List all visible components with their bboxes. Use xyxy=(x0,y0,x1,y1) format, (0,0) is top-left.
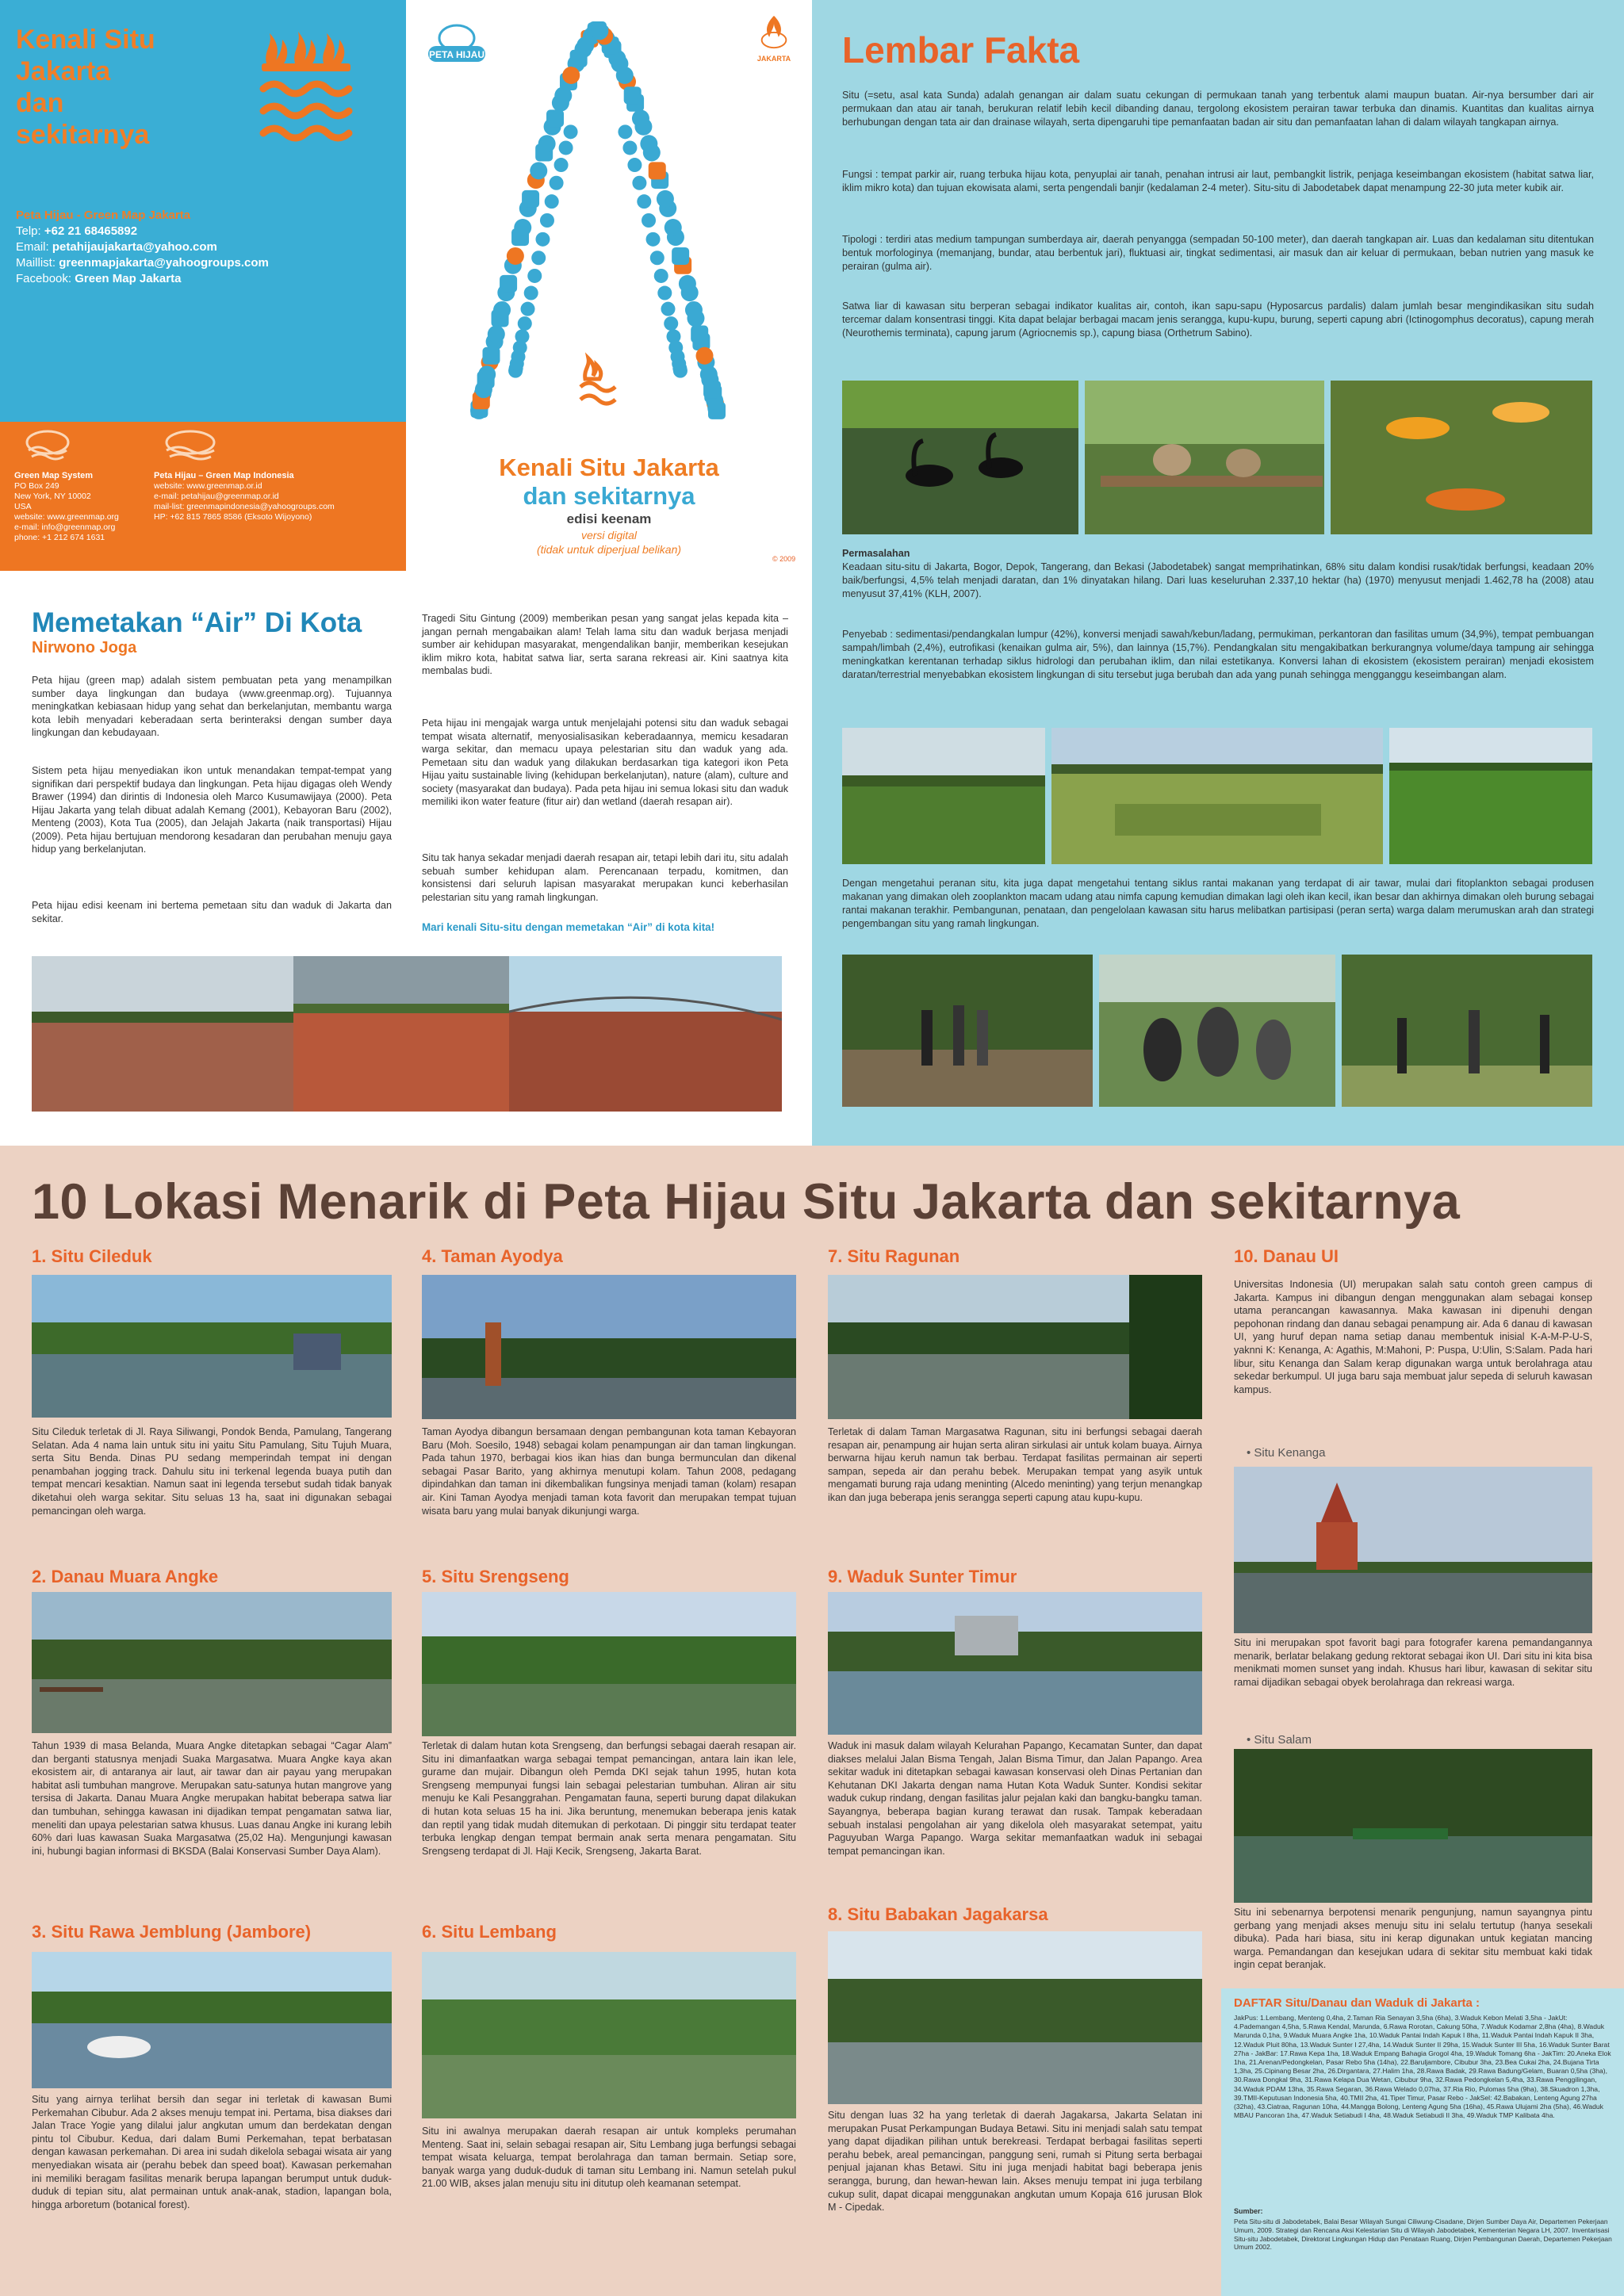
org-name: Peta Hijau - Green Map Jakarta xyxy=(16,209,191,222)
location-description: Taman Ayodya dibangun bersamaan dengan pembangunan kota taman Kebayoran Baru (Moh. Soesilo, 1948) sebagai kolam penampungan air dan taman lingkungan. Pada tahun 1970, berbagai kios ikan hias dan bunga bermunculan dan dikenal sebagai Pasar Barito, yang akhirnya menutupi kolam. Tahun 2008, pedagang dipindahkan dan taman ini dikembalikan fungsinya menjadi taman (kolam) resapan air. Kini Taman Ayodya menjadi taman kota favorit dan merupakan tempat tujuan wisata baru yang mulai banyak dikunjungi warga. xyxy=(422,1426,796,1517)
map-icon xyxy=(627,158,642,172)
location-heading: 3. Situ Rawa Jemblung (Jambore) xyxy=(32,1922,312,1942)
location-heading: 4. Taman Ayodya xyxy=(422,1246,563,1266)
map-icon xyxy=(507,247,524,265)
map-icon xyxy=(700,365,718,383)
article-title: Memetakan “Air” Di Kota xyxy=(32,607,362,638)
contact-info: Peta Hijau - Green Map Jakarta Telp: +62 21 68465892 Email: petahijaujakarta@yahoo.com Maillist: greenmapjakarta@yahoogroups.com Facebook: Green Map Jakarta xyxy=(16,208,396,287)
facebook-page[interactable]: Green Map Jakarta xyxy=(75,272,182,285)
location-heading: 9. Waduk Sunter Timur xyxy=(828,1567,1017,1586)
location-description: Situ ini awalnya merupakan daerah resapan air untuk kompleks perumahan Menteng. Saat ini, selain sebagai resapan air, Situ Lembang juga berfungsi sebagai tempat wisata keluarga, tempat berolahraga dan taman bermain. Setiap sore, banyak warga yang duduk-duduk di taman situ Lembang ini. Namun setelah pukul 21.00 WIB, akses jalan menuju situ ini ditutup oleh keamanan setempat. xyxy=(422,2126,796,2190)
location-description: Waduk ini masuk dalam wilayah Kelurahan Papango, Kecamatan Sunter, dan dapat diakses melalui Jalan Bisma Tengah, Jalan Bisma Timur, dan Jalan Papango. Area sekitar waduk ini ditetapkan sebagai kawasan konservasi oleh Dinas Pertanian dan Kehutanan DKI Jakarta dengan nama Hutan Kota Waduk Sunter. Kondisi sekitar waduk cukup rindang, dengan fasilitas jalur pejalan kaki dan bangku-bangku taman. Sayangnya, beberapa bagian kurang terawat dan rusak. Tampak keberadaan sebuah instalasi pengolahan air yang dikelola oleh masyarakat setempat, yaitu Paguyuban Warga Papango. Warga sekitar memanfaatkan waduk ini sebagai tempat pemancingan ikan. xyxy=(828,1740,1202,1857)
map-icon xyxy=(640,135,657,152)
article-paragraph: Situ tak hanya sekadar menjadi daerah resapan air, tetapi lebih dari itu, situ adalah sebuah sumber kehidupan alam. Perencanaan terpadu, komitmen, dan konsistensi dari seluruh lapisan masyarakat merupakan kunci keberhasilan pelestarian situ yang ramah lingkungan. xyxy=(422,852,788,903)
map-icon xyxy=(513,340,527,354)
photo-dry-lakebed xyxy=(32,956,293,1112)
location-heading: 10. Danau UI xyxy=(1234,1246,1339,1266)
photo-waduk-sunter xyxy=(828,1592,1202,1735)
map-icon xyxy=(524,286,538,300)
map-icon xyxy=(668,340,683,354)
photo-monkeys xyxy=(1085,381,1324,534)
sub-location-heading: • Situ Kenanga xyxy=(1247,1446,1326,1460)
photo-gintung-breach xyxy=(509,956,782,1112)
location-heading: 6. Situ Lembang xyxy=(422,1922,557,1942)
photo-situ-ragunan xyxy=(828,1275,1202,1419)
situ-list-text: JakPus: 1.Lembang, Menteng 0,4ha, 2.Taman Ria Senayan 3,5ha (6ha), 3.Waduk Kebon Melati 3,5ha - JakUt: 4.Pademangan 4,5ha, 5.Rawa Kendal, Marunda, 6.Rawa Rorotan, Cakung 50ha, 7.Waduk Kodamar 2,8ha (4ha), 8.Waduk Marunda 0,1ha, 9.Waduk Muara Angke 1ha, 10.Waduk Pantai Indah Kapuk I 8ha, 11.Waduk Pantai Indah Kapuk II 3ha, 12.Waduk Pluit 80ha, 13.Waduk Sunter I 27,4ha, 14.Waduk Sunter II 29ha, 15.Waduk Sunter III 5ha, 16.Waduk Sunter Barat 27ha - JakBar: 17.Rawa Kepa 1ha, 18.Waduk Empang Bahagia Grogol 4ha, 19.Waduk Tomang 6ha - JakTim: 20.Aneka Elok 1ha, 21.Arenan/Pedongkelan, Pasar Rebo 5ha (14ha), 22.Baruljambore, Cibubur 3ha, 23.Bea Cukai 2ha, 24.Bujana Tirta 1,3ha, 25.Cipinang Besar 2ha, 26.Dirgantara, 27.Halim 1ha, 28.Rawa Badak, 29.Rawa Badung/Gelam, Buaran 0,5ha (3ha), 30.Rawa Dongkal 9ha, 31.Rawa Kelapa Dua Wetan, Cibubur 9ha, 32.Rawa Pedongkelan 5,4ha, 33.Rawa Penggilingan, 34.Waduk PDAM 13ha, 35.Rawa Segaran, 36.Rawa Welado 0,07ha, 37.Ria Rio, Pulomas 5ha (9ha), 38.Skuadron 1,3ha, 39.TMII-Keputusan Indonesia 5ha, 40.TMII 2ha, 41.Tiper Timur, Pasar Rebo - JakSel: 42.Babakan, Lenteng Agung 27ha (32ha), 43.Ciatraa, Ragunan 10ha, 44.Mangga Bolong, Lenteng Agung 5ha (16ha), 45.Rawa Ulujami 2ha (5ha), 46.Waduk MBAU Pancoran 1ha, 47.Waduk Setiabudi I 4ha, 48.Waduk Setiabudi II 3ha, 49.Waduk TMP Kalibata 4ha. xyxy=(1234,2014,1611,2120)
map-icon xyxy=(657,286,672,300)
map-icon xyxy=(562,67,580,84)
photo-situ-kenanga xyxy=(1234,1467,1592,1633)
location-description: Situ Cileduk terletak di Jl. Raya Siliwangi, Pondok Benda, Pamulang, Tangerang Selatan. Ada 4 nama lain untuk situ ini yaitu Situ Pamulang, Situ Tujuh Muara, serta Situ Benda. Dinas PU sedang memperindah tempat ini dengan penambahan jogging track. Dahulu situ ini terkenal legenda buaya putih dan tempat mencari kesaktian. Namun saat ini legenda tersebut sudah tidak banyak diketahui oleh warga sekitar. Situ seluas 13 ha, saat ini digunakan sebagai pemancingan oleh warga. xyxy=(32,1426,392,1517)
map-icon xyxy=(530,162,547,179)
cover-main-title: Kenali Situ Jakarta dan sekitarnya edisi keenam versi digital (tidak untuk diperjual belikan) xyxy=(499,453,719,556)
map-icon xyxy=(632,109,649,127)
map-icon xyxy=(591,22,608,40)
photo-dry-lake-field xyxy=(1051,728,1383,864)
map-icon xyxy=(696,347,714,365)
location-description: Situ dengan luas 32 ha yang terletak di daerah Jagakarsa, Jakarta Selatan ini merupakan Pusat Perkampungan Budaya Betawi. Situ ini menjadi salah satu tempat yang dapat dijadikan pilihan untuk berekreasi. Terdapat berbagai fasilitas seperti perahu bebek, areal pemancingan, panggung seni, rumah si Pitung serta berbagai penjual jajanan khas Betawi. Situ ini juga menjadi habitat bagi beberapa jenis serangga, burung, dan hewan-hewan lain. Akses menuju tempat ini juga terbilang cukup sulit, dapat dicapai menggunakan angkutan umum Kopaja 616 jurusan Blok M - Cipedak. xyxy=(828,2110,1202,2214)
map-icon xyxy=(642,213,656,228)
map-icon xyxy=(522,190,539,208)
fact-sheet-title: Lembar Fakta xyxy=(842,29,1080,71)
map-icon xyxy=(618,124,632,139)
map-icon xyxy=(550,176,564,190)
fire-water-small-icon xyxy=(580,358,615,404)
map-icon xyxy=(478,365,496,383)
map-icon xyxy=(521,302,535,316)
fact-paragraph: Situ (=setu, asal kata Sunda) adalah genangan air dalam suatu cekungan di permukaan tanah yang terbentuk alami maupun buatan. Air-nya bersumber dari air permukaan dan atau air tanah, berukuran relatif lebih kecil dibanding danau, tergolong ekosistem perairan tawar terbuka dan dinamis. Kuantitas dan kualitas airnya berhubungan dengan tata air dan drainase wilayah, serta dipengaruhi tipe pemanfaatan badan air situ dan pemanfaatan lahan di dalam wilayah tangkapan airnya. xyxy=(842,90,1594,128)
fact-paragraph: Penyebab : sedimentasi/pendangkalan lumpur (42%), konversi menjadi sawah/kebun/ladang, permukiman, perkantoran dan fasilitas umum (34,9%), tempat pembuangan sampah/limbah (2,4%), eutrofikasi (kenaikan gulma air, 5%), dan lainnya (15,7%). Pendangkalan situ mengakibatkan berkurangnya volume/daya tampung air sehingga meningkatkan kerentanan terhadap siklus hidrologi dan perubahan iklim, dan nilai estetikanya. Konversi lahan di ekosistem (ekosistem perairan) menjadi ekosistem daratan/terrestrial menyebabkan ekosistem lingkungan di situ tersebut juga berubah dan ada yang punah sehingga mengganggu keseimbangan alam. xyxy=(842,629,1594,680)
map-icon xyxy=(510,357,524,371)
map-icon xyxy=(527,269,542,283)
article-paragraph: Tragedi Situ Gintung (2009) memberikan pesan yang sangat jelas kepada kita – jangan pernah mengabaikan alam! Telah lama situ dan waduk berjasa menjadi sumber air kehidupan masyarakat, mengendalikan banjir, memberikan kesejukan iklim mikro kota, habitat satwa liar, serta sarana rekreasi air. Kini saatnya kita membalas budi. xyxy=(422,613,788,676)
map-icon xyxy=(657,190,674,208)
peta-hijau-globe-icon xyxy=(159,428,222,461)
location-description: Terletak di dalam Taman Margasatwa Ragunan, situ ini berfungsi sebagai daerah resapan air, penampung air hujan serta aliran sirkulasi air untuk kolam buaya. Airnya berwarna hijau keruh namun tak berbau. Terdapat fasilitas permainan air seperti sampan, sepeda air dan perahu bebek. Merupakan tempat yang asyik untuk mengamati burung raja udang meninting (Alcedo meninting) yang terjun menangkap ikan dan juga beberapa jenis serangga seperti capung atau kupu-kupu. xyxy=(828,1426,1202,1503)
maillist-address[interactable]: greenmapjakarta@yahoogroups.com xyxy=(59,256,269,270)
map-icon xyxy=(624,86,642,104)
map-icon xyxy=(650,251,665,265)
photo-black-swans xyxy=(842,381,1078,534)
map-icon xyxy=(672,357,686,371)
sub-location-heading: • Situ Salam xyxy=(1247,1733,1312,1747)
map-icon xyxy=(672,247,689,265)
map-icon xyxy=(616,67,634,84)
location-heading: 1. Situ Cileduk xyxy=(32,1246,152,1266)
locations-title: 10 Lokasi Menarik di Peta Hijau Situ Jakarta dan sekitarnya xyxy=(32,1174,1461,1230)
fire-water-icon xyxy=(255,22,357,149)
fact-paragraph: Satwa liar di kawasan situ berperan sebagai indikator kualitas air, contoh, ikan sapu-sapu (Hyposarcus pardalis) dalam jumlah besar mengindikasikan situ sudah tercemar dalam konsentrasi tinggi. Kita dapat belajar berbagai macam jenis serangga, kupu-kupu, burung, seperti capung abri (Ictinogomphus decoratus), capung merah (Neurothemis terminata), capung jarum (Agriocnemis sp.), capung biasa (Orthetrum Sabino). xyxy=(842,300,1594,339)
location-description: Situ ini merupakan spot favorit bagi para fotografer karena pemandangannya menarik, berlatar belakang gedung rektorat sebagai ikon UI. Dari situ ini kita bisa menikmati momen sunset yang indah. Khusus hari libur, kawasan di sekitar situ ramai dijadikan sebagai obyek berolahraga dan rekreasi warga. xyxy=(1234,1637,1592,1688)
location-description: Terletak di dalam hutan kota Srengseng, dan berfungsi sebagai daerah resapan air. Situ ini dimanfaatkan warga sebagai tempat pemancingan, antara lain ikan lele, gurame dan mujair. Dibangun oleh Pemda DKI sejak tahun 1995, hutan kota Srengseng mempunyai fungsi lain sebagai pelestarian tumbuhan. Aliran air situ menuju ke Kali Pesanggrahan. Pengamatan fauna, seperti burung dapat dilakukan di hutan kota seluas 15 ha ini. Jika beruntung, menemukan beberapa jenis katak dan reptil yang tidak mudah ditemukan di perkotaan. Di pinggir situ terdapat teater terbuka lengkap dengan tempat bermain anak serta menara pengamatan. Situ Srengseng terdapat di Jl. Haji Kecik, Srengseng, Jakarta Barat. xyxy=(422,1740,796,1857)
photo-situ-srengseng xyxy=(422,1592,796,1736)
problems-heading: Permasalahan xyxy=(842,548,910,559)
map-icon xyxy=(531,251,546,265)
photo-group-outdoor xyxy=(1099,955,1335,1107)
map-icon xyxy=(518,316,532,331)
copyright: © 2009 xyxy=(772,555,796,563)
location-description: Universitas Indonesia (UI) merupakan salah satu contoh green campus di Jakarta. Kampus ini dibangun dengan menggunakan alam sebagai konsep utama perancangan kawasannya. Maka kawasan ini dipenuhi dengan pepohonan rindang dan danau sebagai penampung air. Ada 6 danau di kawasan UI, yang huruf depan nama setiap danau membentuk inisial K-A-M-P-U-S, yaknni K: Kenanga, A: Agathis, M:Mahoni, P: Puspa, U:Ulin, S:Salam. Pada hari libur, situ Kenanga dan Salam kerap digunakan warga untuk berolahraga atau sekedar berkumpul. UI juga baru saja membuat jalur sepeda di seluruh kawasan kampus. xyxy=(1234,1279,1592,1395)
cover-title: Kenali Situ Jakarta dan sekitarnya xyxy=(16,25,155,150)
map-icon xyxy=(679,275,696,293)
map-icon xyxy=(632,176,646,190)
map-icon xyxy=(546,109,564,127)
green-map-globe-icon xyxy=(24,428,71,461)
map-icon xyxy=(622,140,637,155)
map-icon xyxy=(482,347,500,365)
map-icon xyxy=(703,381,721,398)
article-paragraph: Sistem peta hijau menyediakan ikon untuk menandakan tempat-tempat yang signifikan dari perspektif budaya dan lingkungan. Peta hijau digagas oleh Wendy Brawer (1994) dan dirintis di Indonesia oleh Marco Kusumawijaya (2000). Peta Hijau Jakarta yang telah dibuat adalah Kemang (2001), Kebayoran Baru (2002), Menteng (2003), Kota Tua (2005), dan Jelajah Jakarta (naik transportasi) Hijau (2009). Peta hijau bertujuan mendorong kesadaran dan perubahan menuju gaya hidup yang berkelanjutan. xyxy=(32,765,392,855)
green-map-system-info: Green Map System PO Box 249 New York, NY 10002 USA website: www.greenmap.org e-mail: info@greenmap.org phone: +1 212 674 1631 xyxy=(14,471,119,542)
photo-situ-babakan xyxy=(828,1931,1202,2104)
photo-situ-lembang xyxy=(422,1952,796,2118)
map-icon xyxy=(691,325,708,342)
map-icon xyxy=(475,381,492,398)
map-icon xyxy=(500,275,517,293)
photo-weed-lake xyxy=(1389,728,1592,864)
fact-paragraph: Fungsi : tempat parkir air, ruang terbuka hijau kota, penyuplai air tanah, penahan intrusi air laut, pembangkit listrik, penjaga keseimbangan ekosistem (habitat satwa liar, iklim mikro kota) dan tujuan ekowisata alami, serta pengendali banjir (kedalaman 2-4 meter). Situ-situ di Jabodetabek dapat menampung 22-30 juta meter kubik air. xyxy=(842,169,1594,193)
photo-survey-team xyxy=(1342,955,1592,1107)
map-icon xyxy=(514,219,531,236)
map-icon xyxy=(564,124,578,139)
map-icon xyxy=(493,301,511,319)
photo-taman-ayodya xyxy=(422,1275,796,1419)
article-author: Nirwono Joga xyxy=(32,639,137,656)
map-icon xyxy=(554,158,569,172)
location-heading: 5. Situ Srengseng xyxy=(422,1567,569,1586)
location-description: Tahun 1939 di masa Belanda, Muara Angke ditetapkan sebagai “Cagar Alam” dan berganti statusnya menjadi Suaka Margasatwa. Muara Angke kaya akan ekosistem air, di antaranya air laut, air tawar dan air payau yang merupakan habitat asli tumbuhan mangrove. Merupakan satu-satunya hutan mangrove yang tersisa di Jakarta. Danau Muara Angke merupakan habitat beberapa satwa liar dan tumbuhan, sehingga kawasan ini dijadikan tempat pengamatan satwa liar, meneliti dan upaya pelestarian satwa khusus. Luas danau Angke ini kurang lebih 60% dari luas kawasan Suaka Margasatwa (25,02 Ha). Mengunjungi kawasan ini, hubungi bagian informasi di BKSDA (Balai Konservasi Sumber Daya Alam). xyxy=(32,1740,392,1857)
photo-situ-cileduk xyxy=(32,1275,392,1418)
map-icon xyxy=(646,232,661,247)
fact-paragraph: Dengan mengetahui peranan situ, kita juga dapat mengetahui tentang siklus rantai makanan yang terdapat di air tawar, mulai dari fitoplankton sebagai produsen makanan yang dimakan oleh zooplankton macam udang atau nimfa capung kemudian dimakan lagi oleh ikan kecil, ikan besar dan akhirnya dimakan oleh burung sebagai rantai makanan terakhir. Pembangunan, penataan, dan pengelolaan kawasan situ harus melibatkan partisipasi (peran serta) warga dalam merumuskan arah dan strategi pengembangan situ yang ramah lingkungan. xyxy=(842,878,1594,929)
photo-boardwalk-visitors xyxy=(842,955,1093,1107)
location-heading: 8. Situ Babakan Jagakarsa xyxy=(828,1904,1048,1924)
peta-hijau-indonesia-info: Peta Hijau – Green Map Indonesia website: www.greenmap.or.id e-mail: petahijau@greenmap.or.id mail-list: greenmapindonesia@yahoogroups.com HP: +62 815 7865 8586 (Eksoto Wijoyono) xyxy=(154,471,335,522)
water-drop-icon-collage xyxy=(462,14,734,442)
map-icon xyxy=(488,325,505,342)
map-icon xyxy=(554,86,572,104)
sources-heading: Sumber: xyxy=(1234,2207,1263,2215)
photo-grassy-lake xyxy=(842,728,1045,864)
fact-paragraph: Tipologi : terdiri atas medium tampungan sumberdaya air, daerah penyangga (sempadan 50-100 meter), dan daerah tangkapan air. Luas dan kedalaman situ ditentukan bentuk morfologinya (memanjang, bundar, atau berbentuk jari), fluktuasi air, tingkat sedimentasi, air masuk dan air keluar di permukaan, beban nutrien yang masuk ke perairan (gulma air). xyxy=(842,234,1594,272)
photo-rawa-jemblung xyxy=(32,1952,392,2088)
map-icon xyxy=(535,232,550,247)
photo-muara-angke xyxy=(32,1592,392,1733)
list-title: DAFTAR Situ/Danau dan Waduk di Jakarta : xyxy=(1234,1996,1480,2010)
map-icon xyxy=(637,194,651,209)
article-closing-line: Mari kenali Situ-situ dengan memetakan “Air” di kota kita! xyxy=(422,921,715,933)
location-description: Situ yang airnya terlihat bersih dan segar ini terletak di kawasan Bumi Perkemahan Cibubur. Ada 2 akses menuju tempat ini. Pertama, bisa diakses dari Jalan Trace Yogie yang dilalui jalur angkutan umum dan berdekatan dengan pintu tol Cibubur. Kedua, dari dalam Bumi Perkemahan, tepat berbatasan dengan kawasan perkemahan. Di area ini sudah dikelola sebagai wisata air yang menyediakan wisata air (perahu bebek dan speed boat). Kawasan perkemahan ini memiliki beragam fasilitas menarik berupa lapangan berumput untuk duduk-duduk di tepian situ, alat permainan untuk anak-anak, stadion, lapangan bola, hingga arboretum (botanical forest). xyxy=(32,2094,392,2210)
map-icon xyxy=(664,316,678,331)
map-icon xyxy=(661,302,675,316)
map-icon xyxy=(540,213,554,228)
map-icon xyxy=(685,301,703,319)
location-heading: 2. Danau Muara Angke xyxy=(32,1567,219,1586)
photo-red-soil xyxy=(293,956,509,1112)
email-address[interactable]: petahijaujakarta@yahoo.com xyxy=(52,240,217,254)
green-map-badge-icon: PETA HIJAU xyxy=(428,22,485,67)
photo-koi-fish xyxy=(1331,381,1592,534)
map-icon xyxy=(559,140,573,155)
article-paragraph: Peta hijau edisi keenam ini bertema pemetaan situ dan waduk di Jakarta dan sekitar. xyxy=(32,900,392,924)
map-icon xyxy=(538,135,556,152)
location-description: Situ ini sebenarnya berpotensi menarik pengunjung, namun sayangnya pintu gerbang yang menjadi akses menuju situ ini selalu tertutup (hanya sesekali dibuka). Pada hari biasa, situ ini kerap digunakan untuk kegiatan mancing warga. Pemandangan dan kesejukan udara di sekitar situ membuat kaki tidak ingin cepat beranjak. xyxy=(1234,1907,1592,1971)
location-heading: 7. Situ Ragunan xyxy=(828,1246,960,1266)
fact-paragraph: Keadaan situ-situ di Jakarta, Bogor, Depok, Tangerang, dan Bekasi (Jabodetabek) sangat memprihatinkan, 68% situ dalam kondisi rusak/tidak berfungsi, keadaan 20% baik/berfungsi, 4,5% telah menjadi daratan, dan 1% dinyatakan hilang. Dari luas keseluruhan 2.337,10 hektar (ha) (1970) menyusut menjadi 1.462,78 ha (2008) atau menyusut 37,41% (KLH, 2007). xyxy=(842,561,1594,599)
article-paragraph: Peta hijau (green map) adalah sistem pembuatan peta yang menampilkan sumber daya lingkungan dan budaya (www.greenmap.org). Tujuannya meningkatkan kebiasaan hidup yang sehat dan berkelanjutan, membantu warga kota lebih menyadari keberadaan serta berinteraksi dengan sumber daya lingkungan dan kebudayaan. xyxy=(32,675,392,738)
map-icon xyxy=(649,162,666,179)
map-icon xyxy=(654,269,668,283)
map-icon xyxy=(665,219,682,236)
jakarta-logo-icon: JAKARTA xyxy=(750,13,798,63)
sources-text: Peta Situ-situ di Jabodetabek, Balai Besar Wilayah Sungai Ciliwung-Cisadane, Dirjen Sumber Daya Air, Departemen Pekerjaan Umum, 2009. Strategi dan Rencana Aksi Kelestarian Situ di Wilayah Jabodetabek, Kementerian Negara LH, 2007. Inventarisasi Situ-situ Jabodetabek, Direktorat Lingkungan Hidup dan Penataan Ruang, Dirjen Pembangunan Daerah, Departemen Pekerjaan Umum 2002. xyxy=(1234,2218,1612,2252)
photo-situ-salam xyxy=(1234,1749,1592,1903)
article-paragraph: Peta hijau ini mengajak warga untuk menjelajahi potensi situ dan waduk sebagai tempat wisata alternatif, menyosialisasikan keberadaannya, memicu kesadaran warga sekitar, dan memacu upaya pelestarian situ dan waduk yang ada. Pemetaan situ dan waduk yang dilakukan berdasarkan tiga kategori ikon Peta Hijau yaitu sustainable living (kehidupan berkelanjutan), nature (alam), culture and society (masyarakat dan budaya). Pada peta hijau ini semua lokasi situ dan waduk memiliki ikon water feature (fitur air) dan wetland (daerah resapan air). xyxy=(422,718,788,807)
phone-number: +62 21 68465892 xyxy=(44,224,138,238)
map-icon xyxy=(545,194,559,209)
